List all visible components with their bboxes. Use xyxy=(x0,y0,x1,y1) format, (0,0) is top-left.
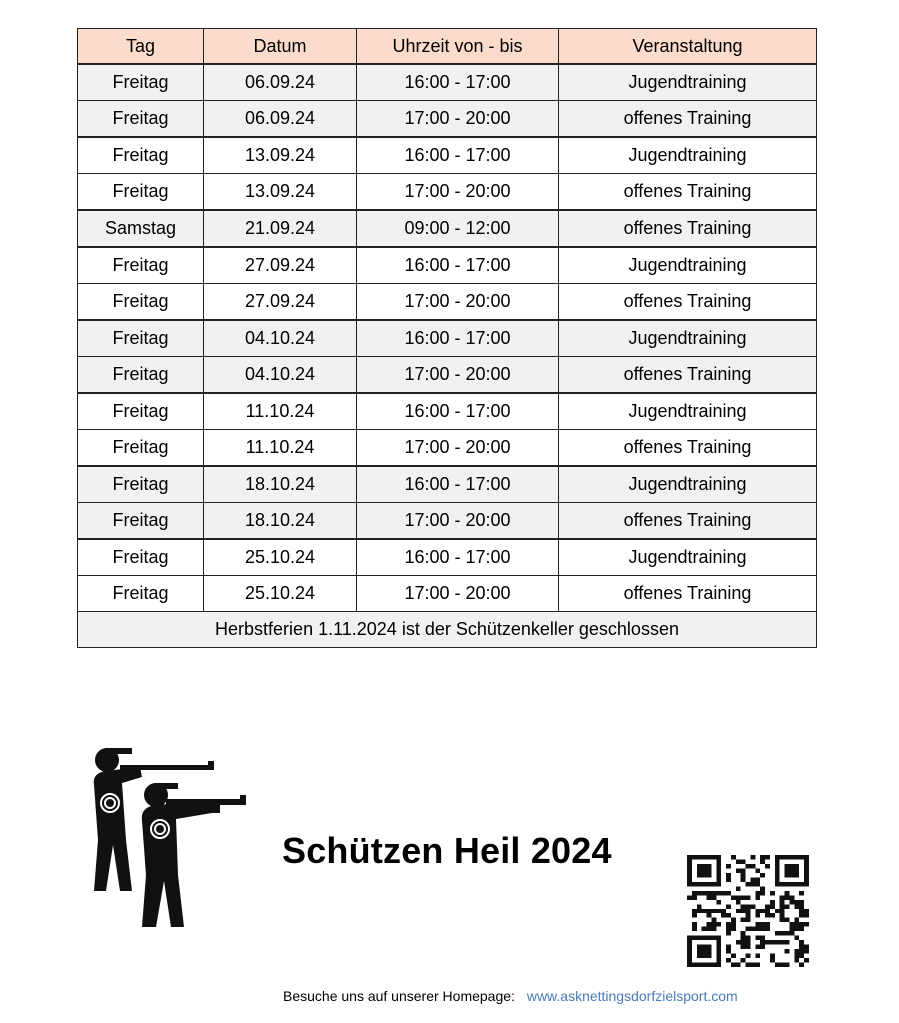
table-row xyxy=(78,393,817,430)
qr-code-icon xyxy=(687,855,809,967)
cell-datum: 25.10.24 xyxy=(204,576,357,612)
homepage-text: Besuche uns auf unserer Homepage: xyxy=(283,988,515,1004)
cell-tag: Freitag xyxy=(78,137,204,174)
cell-tag: Freitag xyxy=(78,576,204,612)
cell-uhrzeit: 16:00 - 17:00 xyxy=(357,393,559,430)
table-row xyxy=(78,174,817,211)
table-row xyxy=(78,576,817,612)
table-row xyxy=(78,357,817,394)
cell-tag: Freitag xyxy=(78,247,204,284)
cell-uhrzeit: 17:00 - 20:00 xyxy=(357,503,559,540)
cell-uhrzeit: 16:00 - 17:00 xyxy=(357,137,559,174)
cell-uhrzeit: 17:00 - 20:00 xyxy=(357,357,559,394)
cell-uhrzeit: 16:00 - 17:00 xyxy=(357,320,559,357)
table-row xyxy=(78,466,817,503)
cell-tag: Freitag xyxy=(78,466,204,503)
cell-veranstaltung: offenes Training xyxy=(559,284,817,321)
table-row xyxy=(78,320,817,357)
cell-veranstaltung: Jugendtraining xyxy=(559,466,817,503)
cell-veranstaltung: Jugendtraining xyxy=(559,393,817,430)
table-row xyxy=(78,430,817,467)
cell-tag: Freitag xyxy=(78,174,204,211)
table-header-row xyxy=(78,29,817,65)
cell-datum: 18.10.24 xyxy=(204,503,357,540)
cell-datum: 18.10.24 xyxy=(204,466,357,503)
cell-datum: 06.09.24 xyxy=(204,101,357,138)
cell-tag: Freitag xyxy=(78,357,204,394)
header-tag: Tag xyxy=(78,29,204,65)
cell-datum: 11.10.24 xyxy=(204,393,357,430)
cell-uhrzeit: 17:00 - 20:00 xyxy=(357,101,559,138)
cell-uhrzeit: 16:00 - 17:00 xyxy=(357,64,559,101)
table-row xyxy=(78,64,817,101)
page-title: Schützen Heil 2024 xyxy=(282,830,612,871)
header-uhrzeit: Uhrzeit von - bis xyxy=(357,29,559,65)
schedule-body xyxy=(78,64,817,612)
cell-veranstaltung: Jugendtraining xyxy=(559,539,817,576)
cell-datum: 04.10.24 xyxy=(204,320,357,357)
cell-tag: Freitag xyxy=(78,539,204,576)
cell-veranstaltung: offenes Training xyxy=(559,503,817,540)
cell-veranstaltung: Jugendtraining xyxy=(559,247,817,284)
cell-tag: Samstag xyxy=(78,210,204,247)
cell-tag: Freitag xyxy=(78,503,204,540)
closure-note: Herbstferien 1.11.2024 ist der Schützenkeller geschlossen xyxy=(78,612,817,648)
cell-veranstaltung: offenes Training xyxy=(559,174,817,211)
cell-uhrzeit: 16:00 - 17:00 xyxy=(357,539,559,576)
cell-datum: 25.10.24 xyxy=(204,539,357,576)
cell-veranstaltung: Jugendtraining xyxy=(559,64,817,101)
cell-veranstaltung: offenes Training xyxy=(559,101,817,138)
cell-datum: 27.09.24 xyxy=(204,247,357,284)
cell-uhrzeit: 09:00 - 12:00 xyxy=(357,210,559,247)
cell-datum: 11.10.24 xyxy=(204,430,357,467)
table-row xyxy=(78,101,817,138)
cell-uhrzeit: 17:00 - 20:00 xyxy=(357,430,559,467)
cell-veranstaltung: offenes Training xyxy=(559,576,817,612)
cell-veranstaltung: Jugendtraining xyxy=(559,320,817,357)
cell-uhrzeit: 16:00 - 17:00 xyxy=(357,466,559,503)
shooters-silhouette-icon xyxy=(80,745,250,935)
header-datum: Datum xyxy=(204,29,357,65)
cell-veranstaltung: offenes Training xyxy=(559,357,817,394)
cell-datum: 21.09.24 xyxy=(204,210,357,247)
cell-tag: Freitag xyxy=(78,393,204,430)
cell-veranstaltung: Jugendtraining xyxy=(559,137,817,174)
table-row xyxy=(78,503,817,540)
cell-tag: Freitag xyxy=(78,284,204,321)
homepage-footer xyxy=(283,988,738,1004)
cell-tag: Freitag xyxy=(78,101,204,138)
cell-datum: 04.10.24 xyxy=(204,357,357,394)
homepage-link[interactable]: www.asknettingsdorfzielsport.com xyxy=(526,988,738,1004)
cell-uhrzeit: 16:00 - 17:00 xyxy=(357,247,559,284)
table-row xyxy=(78,210,817,247)
cell-datum: 06.09.24 xyxy=(204,64,357,101)
cell-tag: Freitag xyxy=(78,320,204,357)
cell-datum: 13.09.24 xyxy=(204,137,357,174)
table-row xyxy=(78,247,817,284)
cell-uhrzeit: 17:00 - 20:00 xyxy=(357,174,559,211)
cell-veranstaltung: offenes Training xyxy=(559,430,817,467)
cell-tag: Freitag xyxy=(78,430,204,467)
schedule-table xyxy=(77,28,817,648)
cell-datum: 13.09.24 xyxy=(204,174,357,211)
cell-uhrzeit: 17:00 - 20:00 xyxy=(357,284,559,321)
cell-uhrzeit: 17:00 - 20:00 xyxy=(357,576,559,612)
cell-datum: 27.09.24 xyxy=(204,284,357,321)
header-veranstaltung: Veranstaltung xyxy=(559,29,817,65)
note-row xyxy=(78,612,817,648)
table-row xyxy=(78,137,817,174)
table-row xyxy=(78,539,817,576)
cell-tag: Freitag xyxy=(78,64,204,101)
cell-veranstaltung: offenes Training xyxy=(559,210,817,247)
table-row xyxy=(78,284,817,321)
